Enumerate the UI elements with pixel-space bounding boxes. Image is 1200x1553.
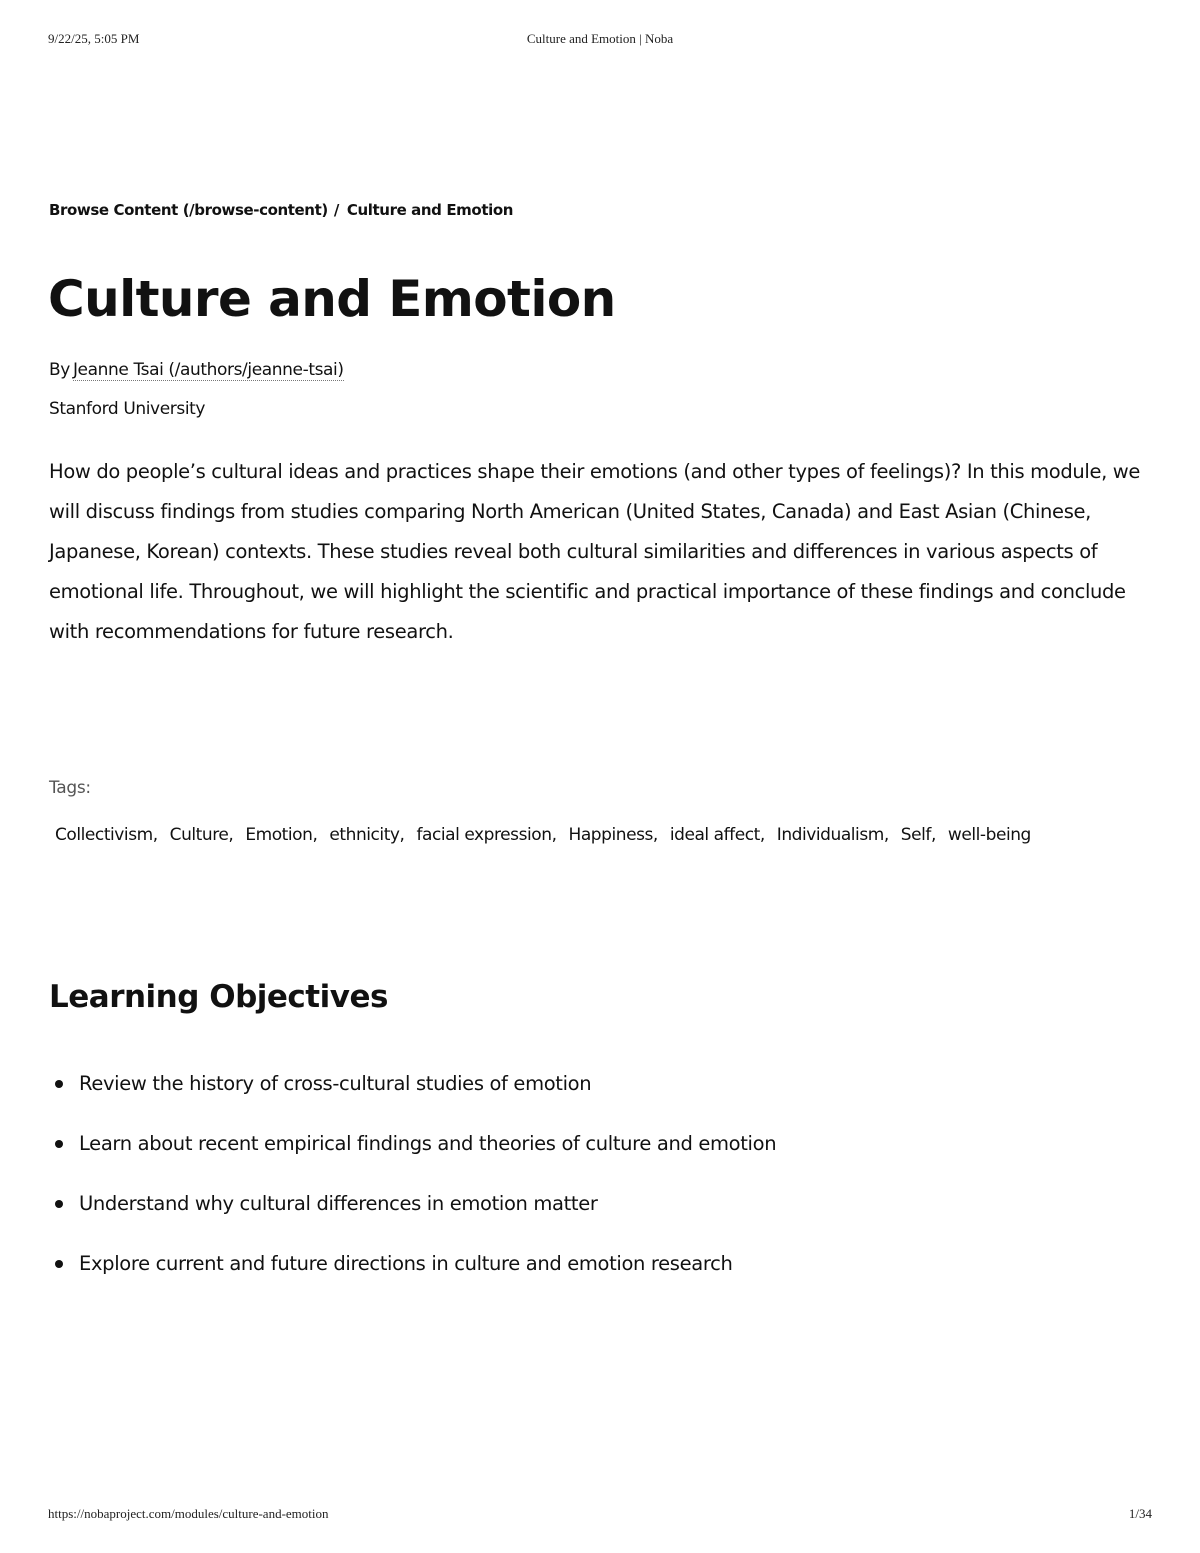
- byline-prefix: By: [49, 360, 70, 380]
- tag-link[interactable]: facial expression: [416, 825, 552, 845]
- tag-item: Self,: [900, 825, 936, 845]
- bullet-icon: [55, 1200, 63, 1208]
- bullet-icon: [55, 1140, 63, 1148]
- learning-objectives-list: [49, 1066, 776, 1306]
- tags-list: [55, 815, 1115, 855]
- tag-link[interactable]: Culture: [169, 825, 229, 845]
- print-footer: [48, 1506, 1152, 1524]
- author-affiliation: Stanford University: [49, 399, 206, 419]
- tag-link[interactable]: Individualism: [776, 825, 884, 845]
- tag-link[interactable]: ethnicity: [329, 825, 400, 845]
- tag-item: [948, 825, 1031, 845]
- objective-item: [49, 1186, 776, 1246]
- tag-item: facial expression,: [416, 825, 557, 845]
- tag-link[interactable]: Happiness: [568, 825, 653, 845]
- tag-item: Happiness,: [568, 825, 658, 845]
- learning-objectives-heading: Learning Objectives: [49, 979, 388, 1015]
- print-datetime: 9/22/25, 5:05 PM: [48, 31, 140, 46]
- tag-link[interactable]: well-being: [947, 825, 1031, 845]
- tag-link[interactable]: Emotion: [245, 825, 313, 845]
- abstract: How do people’s cultural ideas and practices shape their emotions (and other types of feelings)? In this module, we will discuss findings from studies comparing North American (United States, Canada) and East Asian (Chinese, Japanese, Korean) contexts. These studies reveal both cultural similarities and differences in various aspects of emotional life. Throughout, we will highlight the scientific and practical importance of these findings and conclude with recommendations for future research.: [49, 460, 1141, 643]
- breadcrumb-browse-content-link[interactable]: Browse Content (/browse-content): [49, 201, 328, 219]
- objective-text: Understand why cultural differences in emotion matter: [79, 1192, 598, 1215]
- tag-link[interactable]: ideal affect: [669, 825, 760, 845]
- breadcrumb: [49, 201, 513, 219]
- tag-link[interactable]: Collectivism: [55, 825, 153, 845]
- author-link[interactable]: Jeanne Tsai (/authors/jeanne-tsai): [72, 360, 344, 380]
- tag-link[interactable]: Self: [900, 825, 931, 845]
- print-page-number: 1/34: [1128, 1506, 1152, 1521]
- print-header: [48, 31, 1152, 49]
- tag-item: Emotion,: [245, 825, 318, 845]
- objective-item: [49, 1126, 776, 1186]
- tag-item: Culture,: [169, 825, 234, 845]
- tags-label: Tags:: [49, 778, 91, 798]
- bullet-icon: [55, 1260, 63, 1268]
- tag-item: Individualism,: [776, 825, 889, 845]
- tag-item: Collectivism,: [55, 825, 158, 845]
- objective-text: Learn about recent empirical findings and theories of culture and emotion: [79, 1132, 777, 1155]
- tag-item: ethnicity,: [329, 825, 405, 845]
- objective-text: Review the history of cross-cultural studies of emotion: [79, 1072, 592, 1095]
- tag-item: ideal affect,: [669, 825, 765, 845]
- breadcrumb-separator: /: [333, 201, 339, 219]
- byline: [49, 360, 344, 380]
- bullet-icon: [55, 1080, 63, 1088]
- objective-item: [49, 1066, 776, 1126]
- print-url: https://nobaproject.com/modules/culture-and-emotion: [48, 1506, 329, 1521]
- objective-text: Explore current and future directions in culture and emotion research: [79, 1252, 733, 1275]
- objective-item: [49, 1246, 776, 1306]
- print-page-title: Culture and Emotion | Noba: [526, 31, 674, 46]
- page-title: Culture and Emotion: [48, 270, 616, 328]
- breadcrumb-current: Culture and Emotion: [346, 201, 514, 219]
